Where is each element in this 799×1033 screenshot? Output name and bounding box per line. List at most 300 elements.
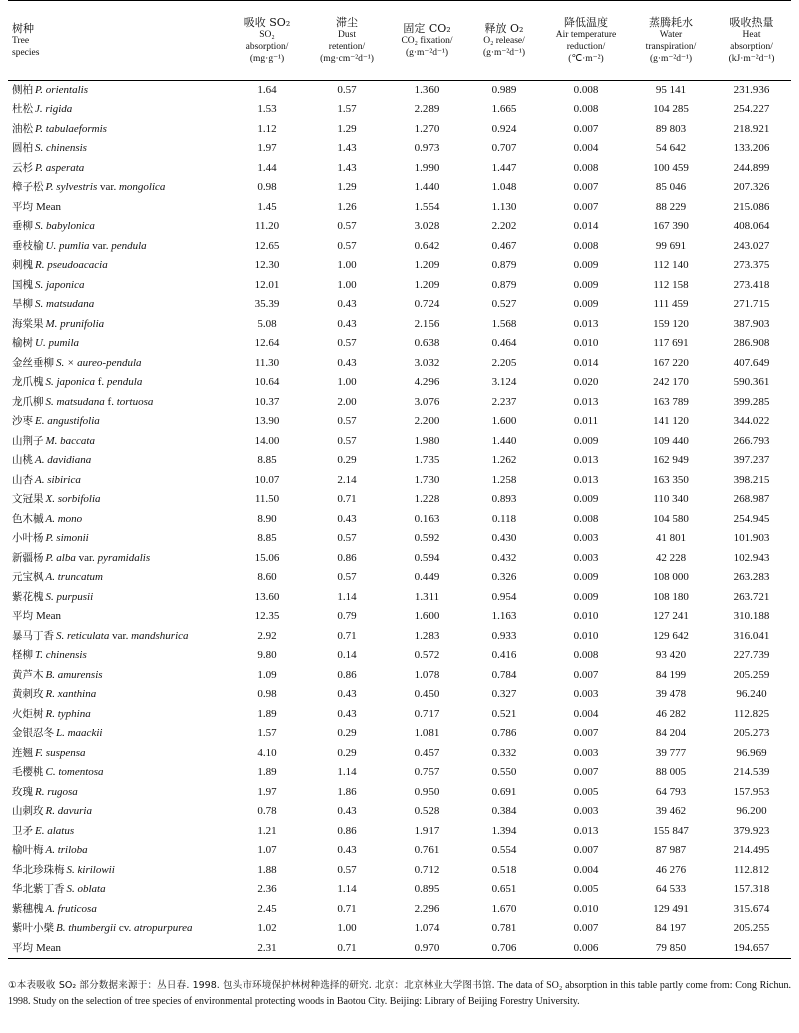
value-cell: 1.440 — [414, 181, 440, 194]
value-cell: 163 789 — [653, 395, 689, 408]
species-latin-name: X. sorbifolia — [45, 493, 101, 506]
value-cell: 227.739 — [733, 649, 770, 662]
header-text: 吸收热量 — [729, 15, 774, 29]
value-cell: 1.447 — [491, 161, 517, 174]
species-latin-name: A. truncatum — [45, 571, 103, 584]
species-cn-name: 元宝枫 — [12, 571, 44, 584]
table-row — [8, 666, 791, 686]
species-cell — [8, 490, 228, 510]
species-cell — [8, 880, 228, 900]
species-cell — [8, 198, 228, 218]
value-cell: 0.71 — [337, 629, 357, 642]
mean-row — [8, 198, 791, 218]
value-cell: 316.041 — [733, 629, 770, 642]
value-cell: 0.71 — [306, 939, 388, 959]
value-cell: 84 197 — [655, 922, 687, 935]
species-cell — [8, 822, 228, 842]
rank-marker: f. — [104, 395, 117, 408]
value-cell: 0.008 — [573, 649, 599, 662]
infraspecific-name: tortuosa — [116, 395, 154, 408]
table-header — [8, 1, 791, 81]
species-cn-name: 圆柏 — [12, 142, 33, 155]
table-row — [8, 861, 791, 881]
species-cell — [8, 315, 228, 335]
value-cell: 0.008 — [573, 161, 599, 174]
species-cn-name: 色木槭 — [12, 512, 44, 525]
value-cell: 0.005 — [573, 883, 599, 896]
value-cell: 215.086 — [733, 200, 770, 213]
value-cell: 155 847 — [653, 824, 689, 837]
species-cn-name: 紫花槐 — [12, 590, 44, 603]
species-cell — [8, 549, 228, 569]
value-cell: 8.85 — [257, 454, 277, 467]
value-cell: 0.924 — [491, 122, 517, 135]
species-cell — [8, 178, 228, 198]
value-cell: 0.57 — [337, 337, 357, 350]
value-cell: 0.008 — [573, 239, 599, 252]
table-row — [8, 490, 791, 510]
value-cell: 2.45 — [257, 902, 277, 915]
mean-label: Mean — [36, 610, 62, 623]
value-cell: 254.945 — [733, 512, 770, 525]
value-cell: 163 350 — [653, 473, 689, 486]
value-cell: 0.98 — [257, 688, 277, 701]
table-row — [8, 919, 791, 939]
species-cell — [8, 607, 228, 627]
table-row — [8, 373, 791, 393]
value-cell: 167 220 — [653, 356, 689, 369]
value-cell: 0.007 — [573, 181, 599, 194]
table-row — [8, 822, 791, 842]
value-cell: 254.227 — [733, 103, 770, 116]
value-cell: 1.130 — [491, 200, 517, 213]
value-cell: 8.85 — [257, 532, 277, 545]
species-cell — [8, 217, 228, 237]
table-row — [8, 178, 791, 198]
species-latin-name: C. tomentosa — [45, 766, 104, 779]
value-cell: 0.010 — [573, 337, 599, 350]
value-cell: 2.289 — [414, 103, 440, 116]
value-cell: 14.00 — [254, 434, 280, 447]
value-cell: 12.65 — [254, 239, 280, 252]
value-cell: 0.706 — [466, 939, 542, 959]
value-cell: 0.327 — [491, 688, 517, 701]
value-cell: 0.43 — [337, 356, 357, 369]
table-row — [8, 724, 791, 744]
species-cn-name: 毛樱桃 — [12, 766, 44, 779]
value-cell: 0.007 — [573, 122, 599, 135]
value-cell: 41 801 — [655, 532, 687, 545]
species-cn-name: 山桃 — [12, 454, 33, 467]
species-latin-name: P. orientalis — [35, 84, 88, 96]
species-latin-name: A. davidiana — [35, 454, 92, 467]
table-body — [8, 81, 791, 959]
header-text: 吸收 SO₂ — [243, 15, 291, 29]
value-cell: 0.712 — [414, 863, 440, 876]
table-row — [8, 432, 791, 452]
header-text: (g·m⁻²d⁻¹) — [649, 53, 693, 64]
value-cell: 0.86 — [337, 824, 357, 837]
species-latin-name: P. simonii — [45, 532, 89, 545]
value-cell: 0.954 — [491, 590, 517, 603]
value-cell: 0.007 — [573, 200, 599, 213]
table-row — [8, 549, 791, 569]
header-text: Water — [659, 29, 683, 40]
mean-row — [8, 939, 791, 959]
value-cell: 0.528 — [414, 805, 440, 818]
value-cell: 1.665 — [491, 103, 517, 116]
species-cn-name: 垂柳 — [12, 220, 33, 233]
value-cell: 2.202 — [491, 220, 517, 233]
species-cell — [8, 295, 228, 315]
value-cell: 0.009 — [573, 590, 599, 603]
value-cell: 0.118 — [491, 512, 517, 525]
value-cell: 194.657 — [712, 939, 791, 959]
value-cell: 0.014 — [573, 356, 599, 369]
value-cell: 3.028 — [414, 220, 440, 233]
species-cell — [8, 451, 228, 471]
species-cn-name: 平均 — [12, 610, 33, 623]
value-cell: 207.326 — [733, 181, 770, 194]
value-cell: 0.86 — [337, 668, 357, 681]
header-text: (kJ·m⁻²d⁻¹) — [728, 53, 775, 64]
value-cell: 108 180 — [653, 590, 689, 603]
species-latin-name: S. matsudana — [45, 395, 105, 408]
value-cell: 3.124 — [491, 376, 517, 389]
value-cell: 399.285 — [733, 395, 770, 408]
value-cell: 408.064 — [733, 220, 770, 233]
header-text: (mg·g⁻¹) — [249, 53, 285, 64]
value-cell: 0.784 — [491, 668, 517, 681]
value-cell: 0.003 — [573, 805, 599, 818]
value-cell: 0.638 — [414, 337, 440, 350]
value-cell: 0.79 — [337, 610, 357, 623]
value-cell: 1.258 — [491, 473, 517, 486]
species-cn-name: 黄刺玫 — [12, 688, 44, 701]
value-cell: 1.14 — [337, 883, 357, 896]
species-latin-name: F. suspensa — [35, 746, 86, 759]
value-cell: 0.009 — [573, 278, 599, 291]
species-cell — [8, 802, 228, 822]
value-cell: 99 691 — [655, 239, 687, 252]
species-cn-name: 山荆子 — [12, 434, 44, 447]
value-cell: 0.010 — [573, 610, 599, 623]
value-cell: 0.009 — [573, 298, 599, 311]
value-cell: 2.36 — [257, 883, 277, 896]
value-cell: 214.495 — [733, 844, 770, 857]
value-cell: 8.90 — [257, 512, 277, 525]
table-row — [8, 159, 791, 179]
value-cell: 0.98 — [257, 181, 277, 194]
species-latin-name: P. sylvestris — [45, 181, 98, 194]
value-cell: 0.432 — [491, 551, 517, 564]
value-cell: 10.64 — [254, 376, 280, 389]
value-cell: 0.011 — [573, 415, 599, 428]
rank-marker: var. — [75, 551, 98, 564]
value-cell: 0.008 — [573, 103, 599, 116]
value-cell: 398.215 — [733, 473, 770, 486]
mean-row — [8, 607, 791, 627]
rank-marker: cv. — [116, 922, 135, 935]
value-cell: 1.163 — [491, 610, 517, 623]
species-cn-name: 山刺玫 — [12, 805, 44, 818]
species-cn-name: 紫穗槐 — [12, 902, 44, 915]
table-footnote — [8, 978, 791, 1009]
species-cn-name: 油松 — [12, 122, 33, 135]
value-cell: 0.973 — [414, 142, 440, 155]
value-cell: 0.786 — [491, 727, 517, 740]
value-cell: 12.30 — [254, 259, 280, 272]
value-cell: 0.707 — [491, 142, 517, 155]
value-cell: 141 120 — [653, 415, 689, 428]
value-cell: 87 987 — [655, 844, 687, 857]
species-cell — [8, 81, 228, 101]
value-cell: 9.80 — [257, 649, 277, 662]
value-cell: 1.07 — [257, 844, 277, 857]
value-cell: 0.521 — [491, 707, 517, 720]
value-cell: 0.008 — [573, 512, 599, 525]
species-latin-name: U. pumlia — [45, 239, 90, 252]
value-cell: 0.14 — [337, 649, 357, 662]
species-latin-name: R. xanthina — [45, 688, 97, 701]
value-cell: 88 005 — [655, 766, 687, 779]
value-cell: 0.879 — [491, 259, 517, 272]
species-latin-name: S. oblata — [66, 883, 106, 896]
value-cell: 0.013 — [573, 473, 599, 486]
value-cell: 1.600 — [414, 610, 440, 623]
value-cell: 89 803 — [655, 122, 687, 135]
value-cell: 0.43 — [337, 688, 357, 701]
value-cell: 0.43 — [337, 844, 357, 857]
species-cell — [8, 841, 228, 861]
value-cell: 1.21 — [257, 824, 277, 837]
table-row — [8, 256, 791, 276]
value-cell: 268.987 — [733, 493, 770, 506]
table-row — [8, 81, 791, 101]
species-latin-name: S. × aureo-pendula — [56, 356, 142, 369]
header-text: Heat — [742, 29, 761, 40]
header-text: 降低温度 — [564, 15, 608, 29]
value-cell: 88 229 — [655, 200, 687, 213]
value-cell: 407.649 — [733, 356, 770, 369]
header-text: 蒸腾耗水 — [649, 15, 693, 29]
value-cell: 231.936 — [733, 84, 770, 96]
table-row — [8, 100, 791, 120]
value-cell: 157.318 — [733, 883, 770, 896]
value-cell: 1.283 — [414, 629, 440, 642]
species-latin-name: E. alatus — [35, 824, 75, 837]
value-cell: 1.00 — [337, 278, 357, 291]
table-row — [8, 217, 791, 237]
rank-marker: var. — [89, 239, 112, 252]
column-header — [388, 1, 466, 81]
value-cell: 1.917 — [414, 824, 440, 837]
value-cell: 1.078 — [414, 668, 440, 681]
value-cell: 112.812 — [733, 863, 770, 876]
value-cell: 39 478 — [655, 688, 687, 701]
species-cell — [8, 471, 228, 491]
value-cell: 0.163 — [414, 512, 440, 525]
species-latin-name: S. matsudana — [35, 298, 95, 311]
header-text: CO₂ fixation/ — [401, 35, 453, 46]
footnote-en: The data of SO₂ absorption in this table partly come from: Cong Richun. 1998. Study on the selection of tree species of environmental protecting woods in Baotou City. Beijing: Library of Beijing Forestry University. — [8, 980, 791, 1007]
species-cell — [8, 783, 228, 803]
tree-species-table — [8, 0, 791, 959]
mean-label: Mean — [36, 941, 62, 954]
table-row — [8, 685, 791, 705]
value-cell: 0.43 — [337, 317, 357, 330]
value-cell: 0.29 — [337, 454, 357, 467]
column-header — [630, 1, 712, 81]
value-cell: 2.156 — [414, 317, 440, 330]
mean-label: Mean — [36, 200, 62, 213]
value-cell: 1.262 — [491, 454, 517, 467]
value-cell: 46 282 — [655, 707, 687, 720]
value-cell: 0.592 — [414, 532, 440, 545]
value-cell: 1.53 — [257, 103, 277, 116]
infraspecific-name: atropurpurea — [134, 922, 193, 935]
value-cell: 273.375 — [733, 259, 770, 272]
header-text: Air temperature — [555, 29, 617, 40]
species-cn-name: 紫叶小檗 — [12, 922, 54, 935]
value-cell: 1.980 — [414, 434, 440, 447]
infraspecific-name: mandshurica — [131, 629, 189, 642]
value-cell: 1.43 — [337, 142, 357, 155]
species-cn-name: 小叶杨 — [12, 532, 44, 545]
value-cell: 112 158 — [653, 278, 689, 291]
value-cell: 0.71 — [337, 493, 357, 506]
value-cell: 96.200 — [736, 805, 767, 818]
value-cell: 1.44 — [257, 161, 277, 174]
value-cell: 104 580 — [653, 512, 689, 525]
species-latin-name: R. pseudoacacia — [35, 259, 108, 272]
value-cell: 0.527 — [491, 298, 517, 311]
value-cell: 12.01 — [254, 278, 280, 291]
value-cell: 96.969 — [736, 746, 767, 759]
value-cell: 0.29 — [337, 727, 357, 740]
table-row — [8, 412, 791, 432]
value-cell: 0.005 — [573, 785, 599, 798]
species-cn-name: 金银忍冬 — [12, 727, 54, 740]
species-latin-name: A. mono — [45, 512, 83, 525]
value-cell: 205.273 — [733, 727, 770, 740]
species-cn-name: 海棠果 — [12, 317, 44, 330]
species-cn-name: 垂枝榆 — [12, 239, 44, 252]
value-cell: 0.467 — [491, 239, 517, 252]
value-cell: 8.60 — [257, 571, 277, 584]
species-latin-name: S. chinensis — [35, 142, 87, 155]
value-cell: 1.00 — [337, 376, 357, 389]
value-cell: 0.933 — [491, 629, 517, 642]
table-row — [8, 900, 791, 920]
value-cell: 96.240 — [736, 688, 767, 701]
table-row — [8, 705, 791, 725]
value-cell: 0.43 — [337, 707, 357, 720]
value-cell: 1.081 — [414, 727, 440, 740]
value-cell: 0.518 — [491, 863, 517, 876]
header-text: Dust — [338, 29, 356, 40]
value-cell: 0.416 — [491, 649, 517, 662]
table-row — [8, 237, 791, 257]
value-cell: 0.71 — [337, 902, 357, 915]
value-cell: 85 046 — [655, 181, 687, 194]
column-header — [712, 1, 791, 81]
value-cell: 2.31 — [228, 939, 306, 959]
value-cell: 0.008 — [573, 84, 599, 96]
species-cn-name: 侧柏 — [12, 84, 33, 96]
species-latin-name: S. babylonica — [35, 220, 95, 233]
value-cell: 0.003 — [573, 532, 599, 545]
table-row — [8, 120, 791, 140]
value-cell: 64 533 — [655, 883, 687, 896]
species-latin-name: R. typhina — [45, 707, 91, 720]
value-cell: 0.003 — [573, 688, 599, 701]
value-cell: 157.953 — [733, 785, 770, 798]
value-cell: 0.006 — [542, 939, 630, 959]
infraspecific-name: pyramidalis — [97, 551, 151, 564]
species-latin-name: B. amurensis — [45, 668, 103, 681]
species-latin-name: L. maackii — [56, 727, 103, 740]
value-cell: 1.209 — [414, 278, 440, 291]
value-cell: 266.793 — [733, 434, 770, 447]
value-cell: 0.57 — [337, 434, 357, 447]
species-cn-name: 新疆杨 — [12, 551, 44, 564]
value-cell: 1.57 — [337, 103, 357, 116]
value-cell: 1.97 — [257, 785, 277, 798]
table-row — [8, 568, 791, 588]
species-cn-name: 龙爪柳 — [12, 395, 44, 408]
value-cell: 0.57 — [337, 532, 357, 545]
column-header — [8, 1, 228, 81]
value-cell: 315.674 — [733, 902, 770, 915]
species-latin-name: P. alba — [45, 551, 76, 564]
value-cell: 0.724 — [414, 298, 440, 311]
species-cn-name: 刺槐 — [12, 259, 33, 272]
table-row — [8, 471, 791, 491]
value-cell: 1.29 — [337, 181, 357, 194]
value-cell: 1.311 — [414, 590, 440, 603]
species-latin-name: E. angustifolia — [35, 415, 100, 428]
value-cell: 0.572 — [414, 649, 440, 662]
species-cell — [8, 666, 228, 686]
value-cell: 0.57 — [337, 239, 357, 252]
value-cell: 0.970 — [388, 939, 466, 959]
header-text: reduction/ — [566, 41, 606, 52]
value-cell: 0.009 — [573, 434, 599, 447]
table-row — [8, 588, 791, 608]
species-cn-name: 榆叶梅 — [12, 844, 44, 857]
table-row — [8, 315, 791, 335]
value-cell: 0.554 — [491, 844, 517, 857]
value-cell: 242 170 — [653, 376, 689, 389]
value-cell: 1.440 — [491, 434, 517, 447]
value-cell: 0.78 — [257, 805, 277, 818]
value-cell: 1.14 — [337, 590, 357, 603]
header-text: absorption/ — [730, 41, 773, 52]
value-cell: 310.188 — [733, 610, 770, 623]
value-cell: 167 390 — [653, 220, 689, 233]
value-cell: 0.893 — [491, 493, 517, 506]
header-text: SO₂ — [259, 29, 275, 40]
value-cell: 1.554 — [414, 200, 440, 213]
value-cell: 127 241 — [653, 610, 689, 623]
species-cell — [8, 510, 228, 530]
table-row — [8, 646, 791, 666]
value-cell: 1.270 — [414, 122, 440, 135]
species-cell — [8, 276, 228, 296]
species-cn-name: 榆树 — [12, 337, 33, 350]
species-cell — [8, 588, 228, 608]
